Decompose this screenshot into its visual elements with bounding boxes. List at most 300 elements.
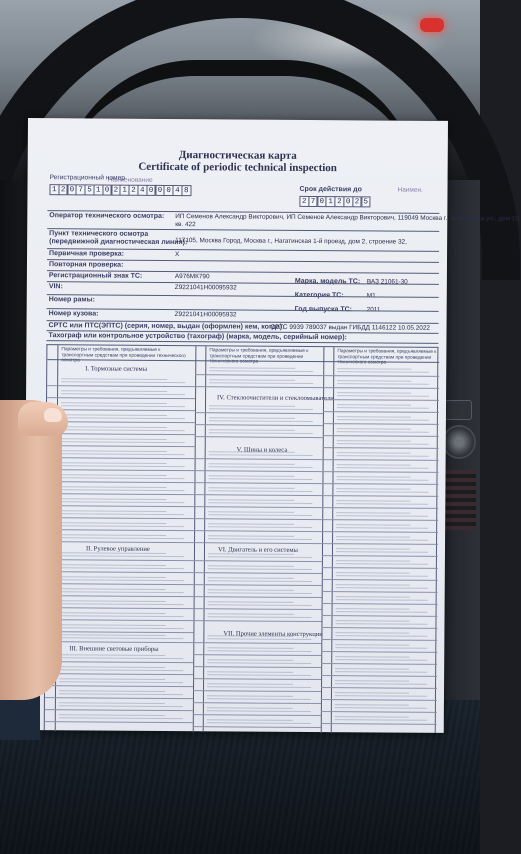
fine-print-stroke <box>336 512 410 514</box>
fine-print-stroke <box>207 638 311 640</box>
fine-print-stroke <box>61 441 185 443</box>
fine-print-stroke <box>208 502 312 504</box>
checklist-row-rule <box>195 412 323 414</box>
fine-print-stroke <box>335 692 409 694</box>
point-value: 117105, Москва Город, Москва г., Нагатинская 1-й проезд, дом 2, строение 32, <box>175 237 407 246</box>
section-other-elements: VII. Прочие элементы конструкции <box>223 630 323 639</box>
fine-print-stroke <box>337 392 411 394</box>
digit-box: 1 <box>326 196 336 207</box>
fine-print-stroke <box>208 616 312 618</box>
checklist-row-rule <box>193 726 321 728</box>
fine-print-stroke <box>207 719 293 721</box>
fine-print-stroke <box>207 662 311 664</box>
fine-print-stroke <box>207 683 293 685</box>
fine-print-stroke <box>60 603 184 605</box>
category-label: Категория ТС: <box>294 291 344 300</box>
fine-print-stroke <box>59 693 183 695</box>
fine-print-stroke <box>59 678 165 680</box>
fine-print-stroke <box>337 416 411 418</box>
fine-print-stroke <box>335 707 427 709</box>
fine-print-stroke <box>337 407 429 409</box>
fine-print-stroke <box>337 455 429 457</box>
fine-print-stroke <box>207 686 311 688</box>
col-header-mid: Параметры и требования, предъявляемые к транспортным средствам при проведении технического осмотра <box>209 348 309 365</box>
digit-box: 2 <box>129 185 139 196</box>
digit-box: 7 <box>308 196 318 207</box>
valid-until-label: Срок действия до <box>299 185 362 194</box>
checklist-row-rule <box>323 387 439 389</box>
checklist-row-rule <box>47 457 195 459</box>
checklist-row-rule <box>45 721 193 723</box>
fine-print-stroke <box>61 414 167 416</box>
digit-box: 0 <box>155 185 165 196</box>
fine-print-stroke <box>207 710 311 712</box>
fine-print-stroke <box>336 551 428 553</box>
checklist-row-rule <box>194 494 322 496</box>
checklist-row-rule <box>321 639 437 641</box>
primary-check-label: Первичная проверка: <box>49 250 124 258</box>
checklist-row-rule <box>46 517 194 519</box>
fine-print-stroke <box>335 695 427 697</box>
digit-box: 0 <box>102 185 112 196</box>
fine-print-stroke <box>61 378 167 380</box>
checklist-row-rule <box>194 596 322 598</box>
card-title-ru: Диагностическая карта <box>178 149 297 162</box>
section-brake-systems: I. Тормозные системы <box>85 365 148 373</box>
fine-print-stroke <box>335 623 427 625</box>
col-header-left: Параметры и требования, предъявляемые к транспортным средствам при проведении технического осмотра <box>61 347 186 364</box>
fine-print-stroke <box>207 695 293 697</box>
checklist-row-rule <box>321 711 437 713</box>
fine-print-stroke <box>208 556 312 558</box>
console-switch <box>444 400 472 420</box>
fine-print-stroke <box>208 601 294 603</box>
fine-print-stroke <box>61 402 167 404</box>
fine-print-stroke <box>336 563 428 565</box>
fine-print-stroke <box>207 674 311 676</box>
fine-print-stroke <box>337 443 429 445</box>
checklist-row-rule <box>321 651 437 653</box>
checklist-row-rule <box>323 375 439 377</box>
checklist-row-rule <box>46 595 194 597</box>
checklist-row-rule <box>193 702 321 704</box>
checklist-row-rule <box>194 482 322 484</box>
digit-box: 5 <box>85 184 95 195</box>
checklist-row-rule <box>195 424 323 426</box>
checklist-row-rule <box>47 421 195 423</box>
thumbnail <box>44 408 62 422</box>
fine-print-stroke <box>61 450 167 452</box>
repeat-check-label: Повторная проверка: <box>48 261 124 269</box>
fine-print-stroke <box>336 491 428 493</box>
fine-print-stroke <box>337 431 429 433</box>
diagnostic-card-paper <box>24 118 521 733</box>
section-engine: VI. Двигатель и его системы <box>217 546 299 554</box>
fine-print-stroke <box>336 515 428 517</box>
fine-print-stroke <box>60 525 184 527</box>
srts-value: СРТС 9939 789037 выдан ГИБДД 1146122 10.05.2022 <box>270 323 430 332</box>
checklist-row-rule <box>322 615 438 617</box>
checklist-row-rule <box>322 531 438 533</box>
vin-label: VIN: <box>48 283 63 291</box>
make-model-value: ВАЗ 21061-30 <box>366 278 408 286</box>
checklist-row-rule <box>45 631 193 633</box>
operator-value-line2: кв. 422 <box>175 221 196 229</box>
fine-print-stroke <box>208 592 312 594</box>
point-label-line2: (передвижной диагностическая линия): <box>49 238 188 247</box>
fine-print-stroke <box>60 477 184 479</box>
checklist-row-rule <box>321 663 437 665</box>
srts-label: СРТС или ПТС(ЭПТС) (серия, номер, выдан (оформлен) кем, когда): <box>48 322 285 331</box>
digit-box: 2 <box>58 184 68 195</box>
fine-print-stroke <box>208 514 312 516</box>
fine-print-stroke <box>208 604 312 606</box>
fine-print-stroke <box>209 417 295 419</box>
checklist-row-rule <box>322 591 438 593</box>
section-steering: II. Рулевое управление <box>85 545 150 553</box>
fine-print-stroke <box>61 426 167 428</box>
reg-sign-label: Регистрационный знак ТС: <box>48 272 143 280</box>
fine-print-stroke <box>336 503 428 505</box>
fine-print-stroke <box>336 500 410 502</box>
fine-print-stroke <box>61 474 167 476</box>
checklist-row-rule <box>323 411 439 413</box>
console-knob <box>442 425 476 459</box>
fine-print-stroke <box>336 587 428 589</box>
fine-print-stroke <box>336 479 428 481</box>
fine-print-stroke <box>337 440 411 442</box>
fine-print-stroke <box>335 680 409 682</box>
fine-print-stroke <box>60 489 184 491</box>
checklist-row-rule <box>195 458 323 460</box>
fine-print-stroke <box>208 568 312 570</box>
fine-print-stroke <box>60 501 184 503</box>
reg-number-label: Регистрационный номер <box>49 174 125 182</box>
fine-print-stroke <box>209 466 313 468</box>
checklist-row-rule <box>46 571 194 573</box>
fine-print-stroke <box>208 511 294 513</box>
checklist-row-rule <box>46 505 194 507</box>
fine-print-stroke <box>209 405 295 407</box>
fine-print-stroke <box>60 555 184 557</box>
fine-print-stroke <box>209 454 313 456</box>
fine-print-stroke <box>209 382 313 384</box>
fine-print-stroke <box>337 380 411 382</box>
checklist-row-rule <box>46 607 194 609</box>
digit-box: 2 <box>299 196 309 207</box>
fine-print-stroke <box>60 615 184 617</box>
body-number-value: Z9221041H00095932 <box>174 311 237 319</box>
digit-box: 0 <box>343 196 353 207</box>
fine-print-stroke <box>60 564 166 566</box>
fine-print-stroke <box>209 379 295 381</box>
fine-print-stroke <box>60 513 184 515</box>
fine-print-stroke <box>335 656 409 658</box>
checklist-row-rule <box>321 699 437 701</box>
fine-print-stroke <box>60 612 166 614</box>
checklist-row-rule <box>194 584 322 586</box>
fine-print-stroke <box>61 393 185 395</box>
fine-print-stroke <box>59 637 183 639</box>
fine-print-stroke <box>60 552 166 554</box>
checklist-row-rule <box>193 714 321 716</box>
checklist-row-rule <box>193 620 321 622</box>
digit-box: 2 <box>111 185 121 196</box>
fine-print-stroke <box>208 565 294 567</box>
checklist-row-rule <box>46 493 194 495</box>
fine-print-stroke <box>335 644 409 646</box>
fine-print-stroke <box>207 647 293 649</box>
faded-stamp-right: Наимен. <box>397 186 423 194</box>
fine-print-stroke <box>59 654 165 656</box>
fine-print-stroke <box>208 490 312 492</box>
fine-print-stroke <box>61 417 185 419</box>
checklist-row-rule <box>322 603 438 605</box>
valid-until-digits <box>299 196 369 207</box>
checklist-row-rule <box>193 666 321 668</box>
fine-print-stroke <box>336 539 428 541</box>
checklist-row-rule <box>46 481 194 483</box>
fine-print-stroke <box>208 577 294 579</box>
checklist-row-rule <box>194 560 322 562</box>
year-value: 2011 <box>366 306 381 314</box>
fine-print-stroke <box>61 462 167 464</box>
fine-print-stroke <box>61 429 185 431</box>
fine-print-stroke <box>207 707 293 709</box>
fine-print-stroke <box>60 591 184 593</box>
fine-print-stroke <box>61 381 185 383</box>
section-lighting: III. Внешние световые приборы <box>69 645 159 653</box>
fine-print-stroke <box>335 659 427 661</box>
checklist-row-rule <box>323 423 439 425</box>
checklist-row-rule <box>47 409 195 411</box>
checklist-row-rule <box>45 685 193 687</box>
checklist-row-rule <box>194 506 322 508</box>
fine-print-stroke <box>337 464 411 466</box>
checklist-row-rule <box>322 507 438 509</box>
digit-box: 0 <box>317 196 327 207</box>
digit-box: 4 <box>137 185 147 196</box>
fine-print-stroke <box>336 524 410 526</box>
fine-print-stroke <box>60 498 166 500</box>
checklist-row-rule <box>195 374 323 376</box>
fine-print-stroke <box>61 438 167 440</box>
checklist-row-rule <box>323 399 439 401</box>
fine-print-stroke <box>59 624 165 626</box>
fine-print-stroke <box>208 523 294 525</box>
fine-print-stroke <box>335 671 427 673</box>
checklist-row-rule <box>322 567 438 569</box>
tachograph-label: Тахограф или контрольное устройство (тахограф) (марка, модель, серийный номер): <box>48 332 347 342</box>
checklist-row-rule <box>322 495 438 497</box>
vin-value: Z9221041H00095932 <box>174 284 237 292</box>
checklist-row-rule <box>321 675 437 677</box>
digit-box: 0 <box>146 185 156 196</box>
fine-print-stroke <box>59 717 183 719</box>
fine-print-stroke <box>337 395 429 397</box>
digit-box: 1 <box>120 185 130 196</box>
checklist-row-rule <box>45 709 193 711</box>
hand <box>0 400 62 700</box>
checklist-row-rule <box>323 435 439 437</box>
fine-print-stroke <box>207 671 293 673</box>
checklist-row-rule <box>47 397 195 399</box>
digit-box: 5 <box>361 196 371 207</box>
fine-print-stroke <box>207 698 311 700</box>
fine-print-stroke <box>209 463 295 465</box>
fine-print-stroke <box>60 600 166 602</box>
fine-print-stroke <box>209 432 313 434</box>
fine-print-stroke <box>337 404 411 406</box>
fine-print-stroke <box>59 669 183 671</box>
fine-print-stroke <box>207 722 311 724</box>
fine-print-stroke <box>335 668 409 670</box>
fine-print-stroke <box>336 575 428 577</box>
card-title-en: Certificate of periodic technical inspection <box>138 160 337 175</box>
fine-print-stroke <box>60 534 166 536</box>
checklist-row-rule <box>45 697 193 699</box>
checklist-row-rule <box>45 661 193 663</box>
checklist-row-rule <box>322 543 438 545</box>
fine-print-stroke <box>60 486 166 488</box>
checklist-row-rule <box>47 469 195 471</box>
digit-box: 1 <box>93 184 103 195</box>
year-label: Год выпуска ТС: <box>294 305 353 314</box>
operator-label: Оператор технического осмотра: <box>49 212 165 220</box>
fine-print-stroke <box>61 390 167 392</box>
fine-print-stroke <box>337 452 411 454</box>
digit-box: 1 <box>49 184 59 195</box>
fine-print-stroke <box>336 536 410 538</box>
checklist-row-rule <box>47 385 195 387</box>
section-tires-wheels: V. Шины и колеса <box>236 446 288 454</box>
fine-print-stroke <box>59 714 165 716</box>
checklist-row-rule <box>46 559 194 561</box>
fine-print-stroke <box>61 465 185 467</box>
checklist-row-rule <box>195 386 323 388</box>
fine-print-stroke <box>335 620 409 622</box>
checklist-row-rule <box>47 433 195 435</box>
fine-print-stroke <box>209 475 295 477</box>
primary-check-value: X <box>175 251 180 259</box>
fine-print-stroke <box>337 371 429 373</box>
fine-print-stroke <box>60 522 166 524</box>
fine-print-stroke <box>336 599 428 601</box>
fine-print-stroke <box>60 579 184 581</box>
reg-sign-value: А976МК790 <box>174 273 210 281</box>
fine-print-stroke <box>208 553 294 555</box>
fine-print-stroke <box>209 370 313 372</box>
fine-print-stroke <box>59 702 165 704</box>
fine-print-stroke <box>335 704 409 706</box>
fine-print-stroke <box>208 580 312 582</box>
checklist-row-rule <box>321 687 437 689</box>
tail-light <box>420 18 444 32</box>
fine-print-stroke <box>336 560 410 562</box>
fine-print-stroke <box>335 719 427 721</box>
checklist-row-rule <box>194 572 322 574</box>
checklist-row-rule <box>195 436 323 438</box>
checklist-row-rule <box>194 608 322 610</box>
checklist-row-rule <box>194 530 322 532</box>
fine-print-stroke <box>336 611 428 613</box>
fine-print-stroke <box>208 487 294 489</box>
fine-print-stroke <box>59 634 165 636</box>
checklist-row-rule <box>47 445 195 447</box>
fine-print-stroke <box>337 368 411 370</box>
fine-print-stroke <box>335 632 409 634</box>
fine-print-stroke <box>208 589 294 591</box>
point-label: Пункт технического осмотра <box>49 230 149 238</box>
checklist-row-rule <box>323 459 439 461</box>
checklist-row-rule <box>193 654 321 656</box>
fine-print-stroke <box>61 405 185 407</box>
col-header-right: Параметры и требования, предъявляемые к транспортным средствам при проведении технического осмотра <box>337 349 437 366</box>
fine-print-stroke <box>59 627 183 629</box>
fine-print-stroke <box>207 659 293 661</box>
fine-print-stroke <box>335 647 427 649</box>
fine-print-stroke <box>208 535 294 537</box>
inspection-checklist <box>44 344 439 733</box>
fine-print-stroke <box>209 408 313 410</box>
fine-print-stroke <box>208 526 312 528</box>
fine-print-stroke <box>60 567 184 569</box>
digit-box: 8 <box>181 185 191 196</box>
fine-print-stroke <box>336 596 410 598</box>
fine-print-stroke <box>60 537 184 539</box>
reg-number-digits <box>49 184 190 196</box>
fine-print-stroke <box>59 681 183 683</box>
fine-print-stroke <box>337 383 429 385</box>
checklist-row-rule <box>323 447 439 449</box>
checklist-row-rule <box>193 690 321 692</box>
checklist-row-rule <box>321 627 437 629</box>
fine-print-stroke <box>59 657 183 659</box>
fine-print-stroke <box>336 584 410 586</box>
fine-print-stroke <box>60 510 166 512</box>
frame-number-label: Номер рамы: <box>48 296 95 304</box>
checklist-row-rule <box>322 579 438 581</box>
checklist-row-rule <box>322 519 438 521</box>
fine-print-stroke <box>208 478 312 480</box>
checklist-row-rule <box>45 619 193 621</box>
digit-box: 0 <box>164 185 174 196</box>
fine-print-stroke <box>336 488 410 490</box>
fine-print-stroke <box>61 453 185 455</box>
fine-print-stroke <box>209 429 295 431</box>
fine-print-stroke <box>60 576 166 578</box>
checklist-row-rule <box>46 541 194 543</box>
fine-print-stroke <box>208 613 294 615</box>
fine-print-stroke <box>60 588 166 590</box>
make-model-label: Марка, модель ТС: <box>294 277 361 286</box>
section-wipers: IV. Стеклоочистители и стеклоомыватели <box>217 394 334 403</box>
fine-print-stroke <box>208 499 294 501</box>
checklist-row-rule <box>193 642 321 644</box>
checklist-row-rule <box>194 518 322 520</box>
fine-print-stroke <box>337 476 411 478</box>
checklist-row-rule <box>46 583 194 585</box>
checklist-row-rule <box>195 470 323 472</box>
checklist-row-rule <box>322 555 438 557</box>
checklist-row-rule <box>321 723 437 725</box>
fine-print-stroke <box>207 650 311 652</box>
digit-box: 7 <box>76 184 86 195</box>
fine-print-stroke <box>337 428 411 430</box>
category-value: M1 <box>366 292 376 300</box>
operator-value: ИП Семенов Александр Викторович, ИП Семенов Александр Викторович, 119049 Москва г., Шаболовка ул., дом 10, <box>175 213 521 223</box>
checklist-row-rule <box>323 471 439 473</box>
